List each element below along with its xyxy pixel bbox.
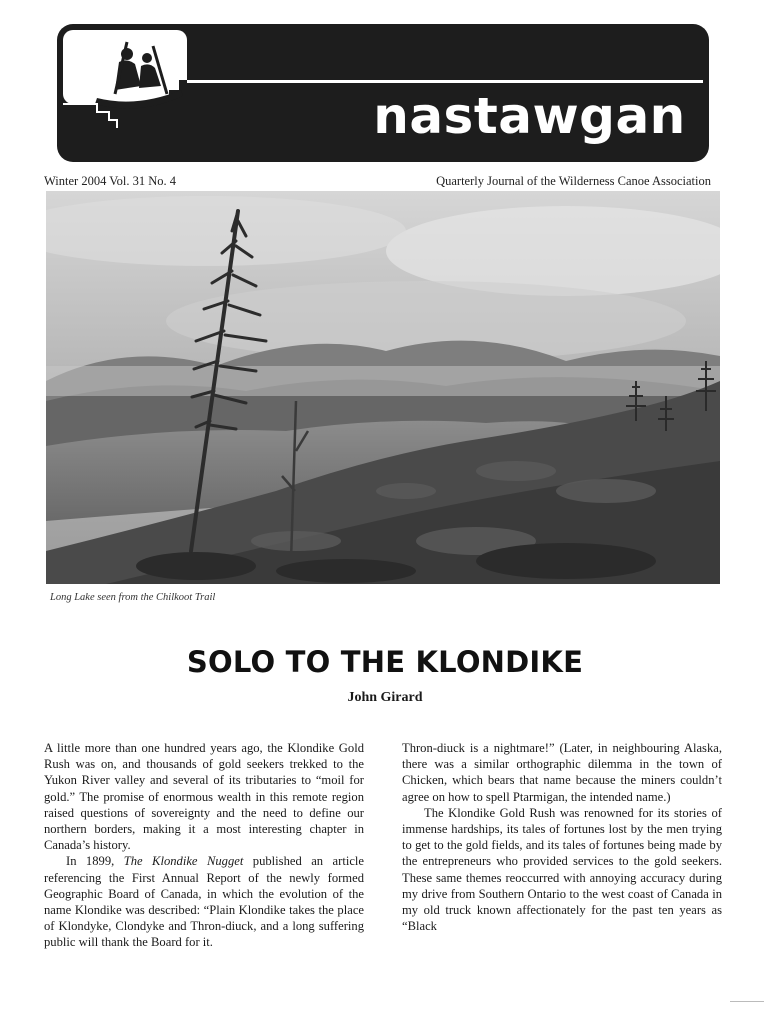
paragraph <box>44 853 364 950</box>
paragraph: A little more than one hundred years ago, the Klondike Gold Rush was on, and thousands of gold seekers trekked to the Yukon River valley and several of its tributaries to “moil for gold.” The promise of enormous wealth in this remote region raised questions of sovereignty and the need to define our northern borders, making it a most interesting chapter in Canada’s history. <box>44 741 364 853</box>
article-column-right <box>402 740 722 955</box>
paragraph-text: published an article referencing the First Annual Report of the newly formed Geographic Board of Canada, in which the evolution of the name Klondike was described: “Plain Klondike takes the place of Klondyke, Clondyke and Thron-diuck, and a long suffering public will thank the Board for it. <box>44 854 364 950</box>
paragraph-text: In 1899, <box>66 854 124 869</box>
publication-name: The Klondike Nugget <box>123 854 244 869</box>
article-title: SOLO TO THE KLONDIKE <box>186 645 584 679</box>
masthead-title: nastawgan <box>373 87 686 145</box>
paragraph: The Klondike Gold Rush was renowned for its stories of immense hardships, its tales of fortunes lost by the men trying to get to the gold fields, and its tales of fortunes being made by the entrepreneurs who provided services to the gold seekers. These same themes reoccurred with annoying accuracy during my drive from Southern Ontario to the west coast of Canada in my old truck known affectionately for the past ten years as “Black <box>402 805 722 934</box>
masthead-rule <box>187 80 703 83</box>
cover-photo <box>46 191 720 584</box>
photo-caption: Long Lake seen from the Chilkoot Trail <box>50 592 216 603</box>
article-byline: John Girard <box>347 690 423 705</box>
journal-name: Quarterly Journal of the Wilderness Canoe Association <box>436 174 711 188</box>
issue-date-volume: Winter 2004 Vol. 31 No. 4 <box>44 174 177 188</box>
masthead <box>57 24 709 162</box>
paragraph: Thron-diuck is a nightmare!” (Later, in neighbouring Alaska, there was a similar orthographic dilemma in the town of Chicken, which bears that name because the miners couldn’t agree on how to spell Ptarmigan, the intended name.) <box>402 741 722 804</box>
article-column-left <box>44 740 364 955</box>
canoeist-silhouette-icon <box>57 24 197 134</box>
landscape-photo-image <box>46 191 720 584</box>
page-edge-mark <box>730 1001 764 1002</box>
